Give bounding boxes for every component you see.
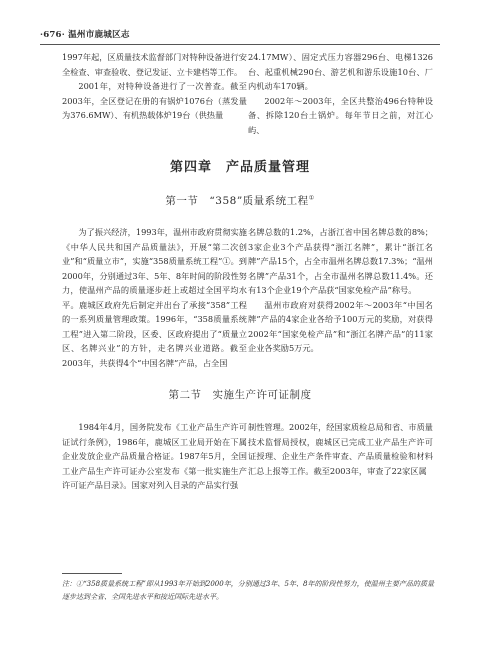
section-title-2: 第二节 实施生产许可证制度 (168, 389, 312, 401)
section2-left-column (62, 420, 247, 493)
paragraph: 制性管理。2002年，经国家质检总局和省、市质量技术监督局授权，鹿城区已完成工业产品生产许可证授理、企业生产条件审查、产品质量检验和材料汇总上报等工作。截至2003年，审查了22家区属 (248, 422, 433, 476)
section2-right-column (248, 420, 433, 478)
paragraph: 为了振兴经济，1993年，温州市政府贯彻实施《中华人民共和国产品质量法》，开展“第二次创业”和“质量立市”，实施“358质量系统工程”①。到2000年，分别通过3年、5年、8年时间的阶段性努力，使温州产品的质量逐步赶上或超过全国平均水平。鹿城区政府先后制定并出台了承接“358”工程的一系列质量管理政策。1996年，“358质量系统工程”进入第二阶段，区委、区政府提出了“质量立区、名牌兴业”的方针，走名牌兴业道路。截至2003年，共获得4个“中国名牌”产品，占全国 (62, 227, 247, 368)
paragraph: 1997年起，区质量技术监督部门对特种设备进行安全检查、审查验收、登记发证、立卡建档等工作。 (62, 52, 247, 77)
top-right-column (248, 50, 433, 137)
paragraph: 2001年，对特种设备进行了一次普查。截至2003年，全区登记在册的有锅炉1076台（蒸发量为376.6MW）、有机热载体炉19台（供热量 (62, 81, 247, 120)
footnote-rule (62, 573, 122, 574)
chapter-title: 第四章 产品质量管理 (169, 160, 310, 175)
footnote-marker: ① (308, 194, 315, 202)
paragraph: 1984年4月，国务院发布《工业产品生产许可证试行条例》，1986年，鹿城区工业局开始在下属企业发放企业产品质量合格证。1987年5月，全国工业产品生产许可证办公室发布《第一批实施生产许可证产品目录》。国家对列入目录的产品实行强 (62, 422, 247, 490)
section-title-1 (0, 193, 480, 208)
section1-right-column (248, 225, 433, 356)
top-left-column (62, 50, 247, 123)
paragraph: 24.17MW）、固定式压力容器296台、电梯1326台、起重机械290台、游艺机和游乐设施10台、厂内机动车170辆。 (248, 52, 433, 91)
footnote: 注：①“358质量系统工程”即从1993年开始到2000年，分别通过3年、5年、8年的阶段性努力，使温州主要产品的质量逐步达到全省、全国先进水平和接近国际先进水平。 (62, 580, 434, 601)
section-title-text: 第一节 “358”质量系统工程 (165, 195, 309, 207)
section1-left-column (62, 225, 247, 370)
paragraph: 2002年～2003年，全区共整治496台特种设备、拆除120台土锅炉。每年节日之前，对江心屿、 (248, 95, 433, 135)
header-rule (40, 44, 440, 45)
paragraph: 温州市政府对获得2002年～2003年“中国名牌”产品的4家企业各给予100万元的奖励，对获得2002年“国家免检产品”和“浙江名牌产品”的11家企业各奖励5万元。 (248, 299, 433, 353)
page-header: ·676· 温州市鹿城区志 (40, 30, 130, 40)
paragraph: 名牌总数的1.2%，占浙江省中国名牌总数的8%；3家企业3个产品获得“浙江名牌”，累计“浙江名牌”产品15个，占全市温州名牌总数17.3%；“温州名牌”产品31个，占全市温州名牌总数11.4%。还有13个企业19个产品获“国家免检产品”称号。 (248, 227, 433, 295)
